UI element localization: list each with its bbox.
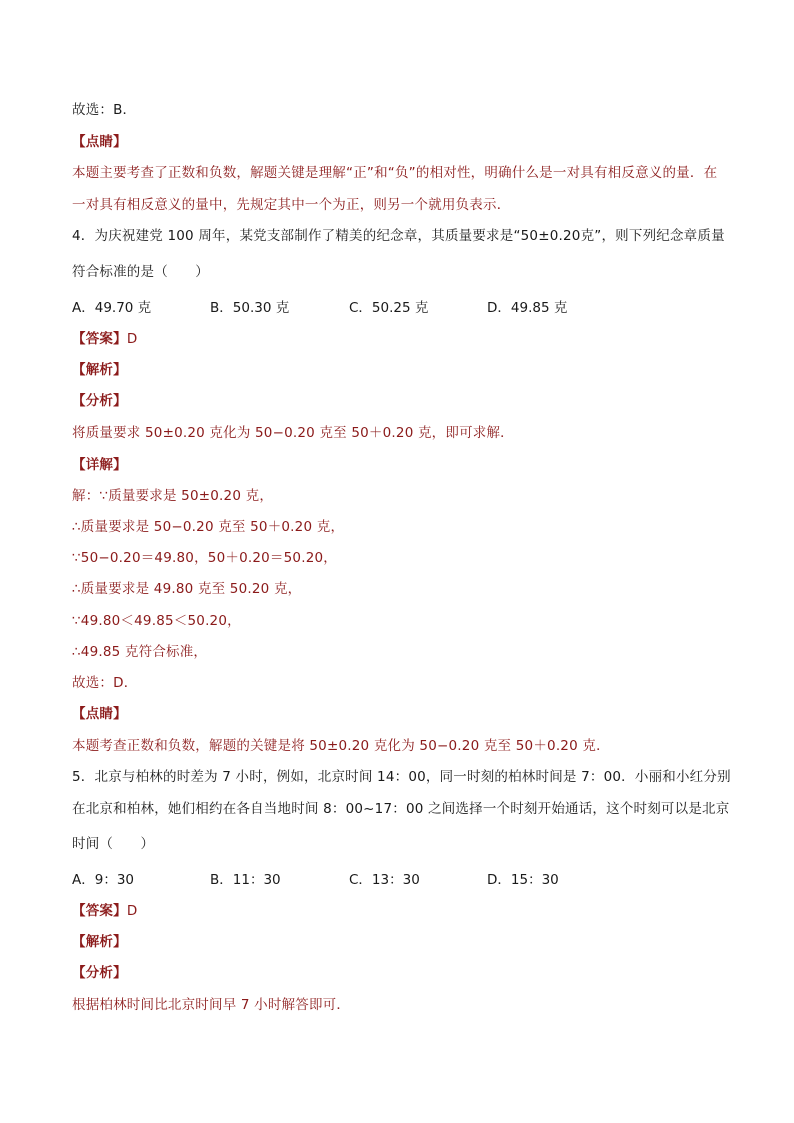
analysis-text: 根据柏林时间比北京时间早 7 小时解答即可． bbox=[72, 997, 351, 1013]
answer-label: 【答案】 bbox=[72, 903, 127, 919]
question-stem: 在北京和柏林，她们相约在各自当地时间 8：00~17：00 之间选择一个时刻开始通话，这个时刻可以是北京 bbox=[72, 801, 730, 817]
option-d: D．49.85 克 bbox=[487, 300, 568, 316]
solution-step: 解：∵质量要求是 50±0.20 克， bbox=[72, 488, 274, 504]
section-heading-fenxi: 【分析】 bbox=[72, 965, 127, 981]
answer-value: D bbox=[126, 903, 138, 919]
option-a: A．9：30 bbox=[72, 872, 135, 888]
question-stem: 5．北京与柏林的时差为 7 小时，例如，北京时间 14：00，同一时刻的柏林时间是 7：00．小丽和小红分别 bbox=[72, 769, 731, 785]
section-heading-dianjing: 【点睛】 bbox=[72, 134, 127, 150]
section-heading-jiexi: 【解析】 bbox=[72, 362, 127, 378]
option-a: A．49.70 克 bbox=[72, 300, 152, 316]
option-b: B．50.30 克 bbox=[210, 300, 290, 316]
commentary-line: 一对具有相反意义的量中，先规定其中一个为正，则另一个就用负表示． bbox=[72, 197, 511, 213]
section-heading-dianjing: 【点睛】 bbox=[72, 706, 127, 722]
option-b: B．11：30 bbox=[210, 872, 281, 888]
option-c: C．50.25 克 bbox=[349, 300, 429, 316]
answer-line bbox=[72, 330, 137, 348]
question-stem: 时间（ ） bbox=[72, 836, 155, 852]
solution-step: ∴质量要求是 49.80 克至 50.20 克， bbox=[72, 581, 302, 597]
section-heading-xiangjie: 【详解】 bbox=[72, 457, 127, 473]
section-heading-jiexi: 【解析】 bbox=[72, 934, 127, 950]
option-d: D．15：30 bbox=[487, 872, 559, 888]
question-stem: 4．为庆祝建党 100 周年，某党支部制作了精美的纪念章，其质量要求是“50±0.20克”，则下列纪念章质量 bbox=[72, 228, 725, 244]
commentary-line: 本题考查正数和负数，解题的关键是将 50±0.20 克化为 50−0.20 克至 50＋0.20 克． bbox=[72, 738, 610, 754]
answer-line bbox=[72, 902, 137, 920]
solution-step: 故选：D． bbox=[72, 675, 138, 691]
solution-step: ∵49.80＜49.85＜50.20， bbox=[72, 613, 241, 629]
solution-step: ∵50−0.20＝49.80，50＋0.20＝50.20， bbox=[72, 550, 337, 566]
answer-value: D bbox=[126, 331, 138, 347]
solution-step: ∴质量要求是 50−0.20 克至 50＋0.20 克， bbox=[72, 519, 345, 535]
commentary-line: 本题主要考查了正数和负数，解题关键是理解“正”和“负”的相对性，明确什么是一对具有相反意义的量．在 bbox=[72, 165, 718, 181]
option-c: C．13：30 bbox=[349, 872, 420, 888]
answer-label: 【答案】 bbox=[72, 331, 127, 347]
question-stem: 符合标准的是（ ） bbox=[72, 264, 209, 280]
analysis-text: 将质量要求 50±0.20 克化为 50−0.20 克至 50＋0.20 克，即可求解． bbox=[72, 425, 514, 441]
section-heading-fenxi: 【分析】 bbox=[72, 393, 127, 409]
solution-step: ∴49.85 克符合标准， bbox=[72, 644, 208, 660]
answer-choice-line: 故选：B． bbox=[72, 102, 137, 118]
